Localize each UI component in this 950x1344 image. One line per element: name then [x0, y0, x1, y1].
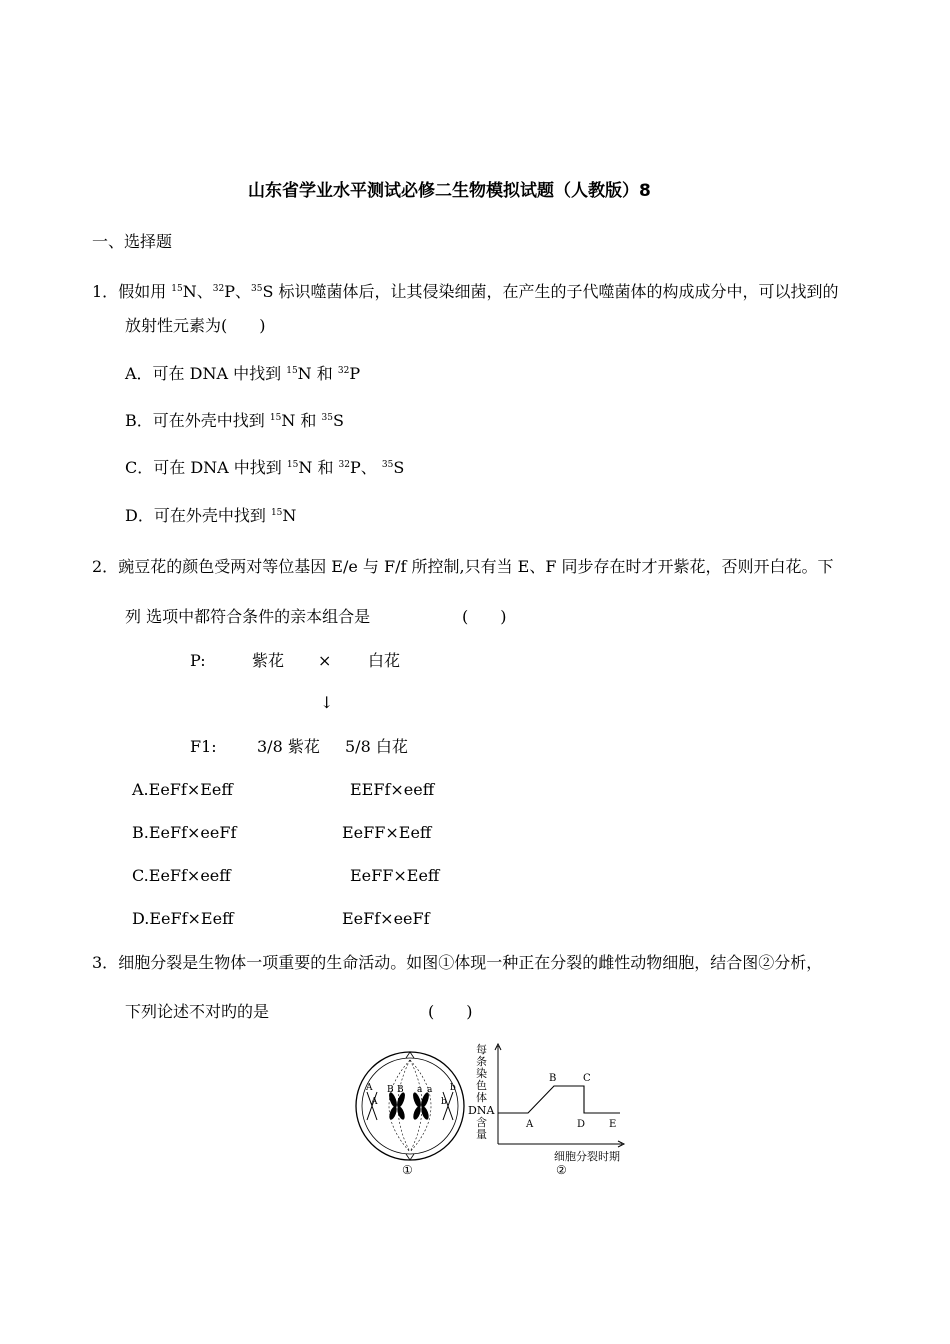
q2-option-b-right: EeFF×Eeff [342, 823, 432, 842]
q2-option-c-right: EeFF×Eeff [350, 866, 440, 885]
question-2-line-2: 列 选项中都符合条件的亲本组合是 [125, 607, 371, 626]
q1-option-c: C．可在 DNA 中找到 $^{15}$N 和 $^{32}$P、 $^{35}$S [125, 458, 405, 477]
curve-point-label: B [549, 1073, 557, 1084]
q2-option-a-left: A.EeFf×Eeff [132, 780, 233, 799]
q2-option-b-left: B.EeFf×eeFf [132, 823, 237, 842]
q1-option-b: B．可在外壳中找到 $^{15}$N 和 $^{35}$S [125, 411, 344, 430]
y-axis-label-char: 每 [476, 1043, 487, 1056]
curve-point-label: E [609, 1119, 617, 1130]
gene-label: a [417, 1085, 423, 1095]
cross-f1-purple: 3/8 紫花 [257, 737, 320, 756]
curve-point-label: C [583, 1073, 591, 1084]
y-axis-label-char: 条 [476, 1055, 487, 1068]
gene-label: B [387, 1085, 394, 1095]
curve-point-label: A [526, 1119, 534, 1130]
answer-paren: ( ) [462, 607, 507, 626]
cross-symbol: × [318, 651, 332, 670]
y-axis-label-char: 色 [476, 1079, 487, 1092]
section-heading: 一、选择题 [92, 232, 173, 251]
curve-point-label: D [577, 1119, 586, 1130]
cross-f1-white: 5/8 白花 [345, 737, 408, 756]
y-axis-label-char: 染 [476, 1067, 487, 1080]
dna-content-curve [498, 1086, 620, 1113]
question-number: 3． [92, 953, 119, 972]
gene-label: b [450, 1083, 456, 1093]
gene-label: A [371, 1097, 378, 1107]
figure-2-label: ② [556, 1163, 567, 1176]
figure-2-dna-graph [464, 1040, 634, 1176]
question-number: 2． [92, 557, 119, 576]
page-title: 山东省学业水平测试必修二生物模拟试题（人教版）8 [248, 181, 651, 201]
answer-paren: ( ) [428, 1002, 473, 1021]
q2-option-a-right: EEFf×eeff [350, 780, 435, 799]
question-2-line-1: 2．豌豆花的颜色受两对等位基因 E/e 与 F/f 所控制,只有当 E、F 同步存在时才开紫花，否则开白花。下 [92, 557, 834, 576]
chromosome-centre-right [411, 1091, 430, 1120]
cross-p-label: P: [190, 651, 206, 670]
q2-option-d-right: EeFf×eeFf [342, 909, 430, 928]
centriole-bottom [406, 1154, 414, 1160]
cross-f1-label: F1: [190, 737, 217, 756]
cross-p-purple: 紫花 [252, 651, 285, 670]
question-3-line-2: 下列论述不对旳的是 [125, 1002, 270, 1021]
question-3-line-1: 3．细胞分裂是生物体一项重要的生命活动。如图①体现一种正在分裂的雌性动物细胞，结合图②分析， [92, 953, 823, 972]
gene-label: b [441, 1097, 447, 1107]
x-axis-label: 细胞分裂时期 [554, 1150, 620, 1163]
q1-option-d: D．可在外壳中找到 $^{15}$N [125, 506, 297, 525]
gene-label: a [427, 1085, 433, 1095]
cross-arrow: ↓ [320, 693, 334, 712]
centriole-top [406, 1052, 414, 1058]
y-axis-label-char: 含 [476, 1116, 487, 1129]
y-axis-label-dna: DNA [468, 1104, 495, 1117]
y-axis-label-char: 体 [476, 1091, 487, 1104]
q2-option-d-left: D.EeFf×Eeff [132, 909, 234, 928]
question-1-line-2: 放射性元素为( ) [125, 316, 266, 335]
y-axis-label-char: 量 [476, 1128, 487, 1141]
gene-label: A [366, 1083, 373, 1093]
cross-p-white: 白花 [368, 651, 401, 670]
q2-option-c-left: C.EeFf×eeff [132, 866, 231, 885]
q1-option-a: A．可在 DNA 中找到 $^{15}$N 和 $^{32}$P [125, 364, 361, 383]
figure-1-cell-diagram [354, 1046, 466, 1178]
chromosome-centre-left [387, 1091, 406, 1120]
question-number: 1． [92, 282, 119, 301]
figure-1-label: ① [402, 1163, 413, 1177]
question-1-line-1: 1．假如用 $^{15}$N、$^{32}$P、$^{35}$S 标识噬菌体后，让其侵染细菌，在产生的子代噬菌体的构成成分中，可以找到的 [92, 282, 839, 301]
gene-label: B [397, 1085, 404, 1095]
